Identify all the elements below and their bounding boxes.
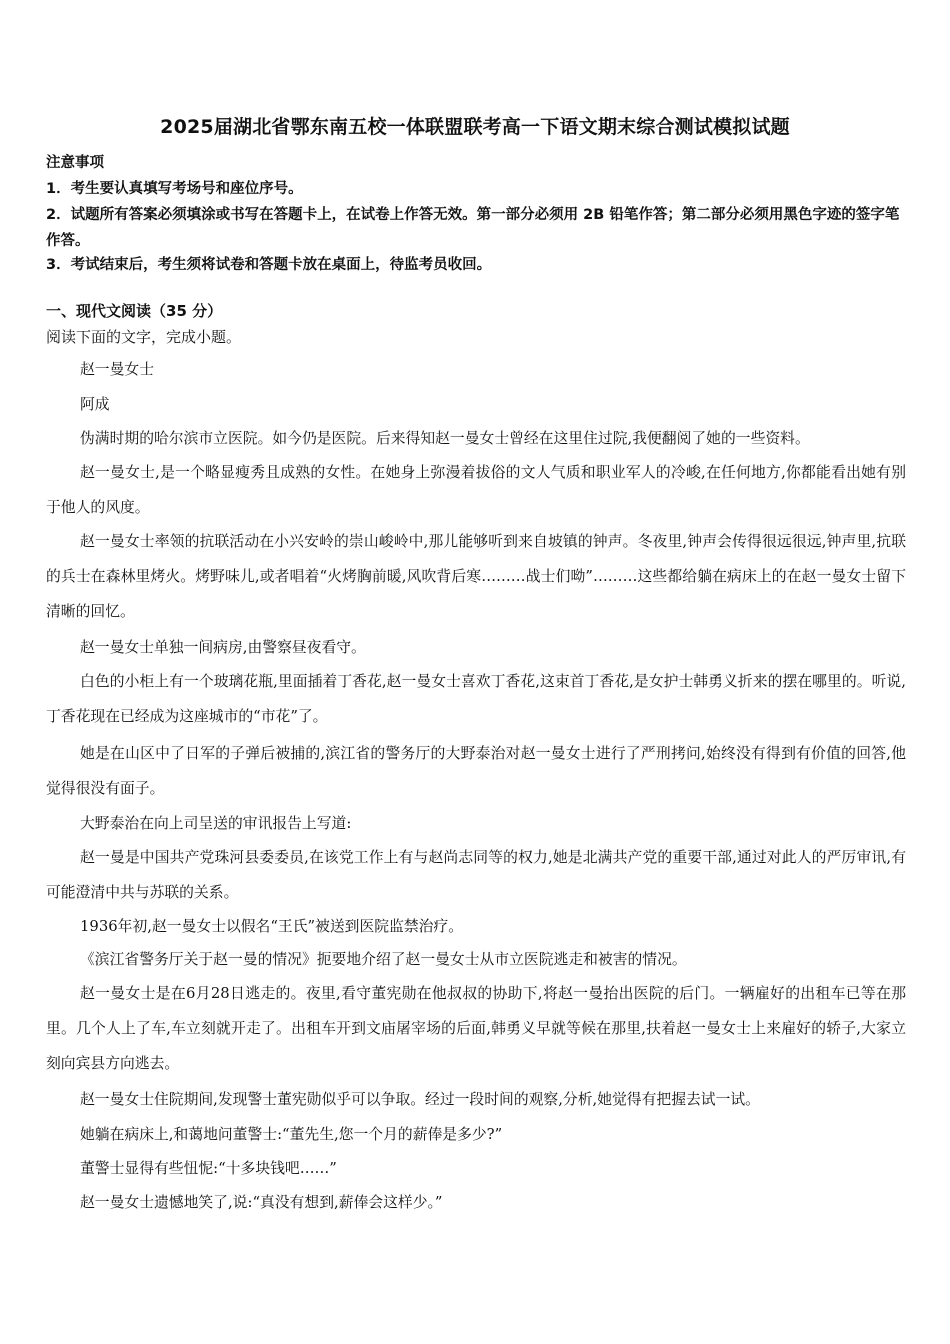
- page-title: 2025届湖北省鄂东南五校一体联盟联考高一下语文期末综合测试模拟试题: [160, 116, 790, 138]
- article-paragraph: 赵一曼女士单独一间病房,由警察昼夜看守。: [80, 639, 366, 656]
- notice-heading: 注意事项: [46, 155, 104, 171]
- article-paragraph: 白色的小柜上有一个玻璃花瓶,里面插着丁香花,赵一曼女士喜欢丁香花,这束首丁香花,是女护士韩勇义折来的摆在哪里的。听说,丁香花现在已经成为这座城市的“市花”了。: [46, 673, 906, 725]
- article-paragraph: 大野泰治在向上司呈送的审讯报告上写道:: [80, 815, 352, 832]
- notice-item-1: 1．考生要认真填写考场号和座位序号。: [46, 181, 303, 197]
- article-paragraph: 1936年初,赵一曼女士以假名“王氏”被送到医院监禁治疗。: [80, 918, 464, 935]
- notice-item-2: 2．试题所有答案必须填涂或书写在答题卡上，在试卷上作答无效。第一部分必须用 2B 铅笔作答；第二部分必须用黑色字迹的签字笔作答。: [46, 207, 900, 249]
- article-paragraph: 《滨江省警务厅关于赵一曼的情况》扼要地介绍了赵一曼女士从市立医院逃走和被害的情况。: [80, 951, 687, 968]
- notice-item-3: 3．考试结束后，考生须将试卷和答题卡放在桌面上，待监考员收回。: [46, 257, 492, 273]
- article-paragraph: 赵一曼女士,是一个略显瘦秀且成熟的女性。在她身上弥漫着拔俗的文人气质和职业军人的冷峻,在任何地方,你都能看出她有别于他人的风度。: [46, 464, 906, 516]
- article-title: 赵一曼女士: [80, 361, 154, 378]
- section-heading: 一、现代文阅读（35 分）: [46, 302, 223, 320]
- article-paragraph: 她是在山区中了日军的子弹后被捕的,滨江省的警务厅的大野泰治对赵一曼女士进行了严刑拷问,始终没有得到有价值的回答,他觉得很没有面子。: [46, 745, 906, 797]
- article-paragraph: 赵一曼女士是在6月28日逃走的。夜里,看守董宪勋在他叔叔的协助下,将赵一曼抬出医院的后门。一辆雇好的出租车已等在那里。几个人上了车,车立刻就开走了。出租车开到文庙屠宰场的后面,韩勇义早就等候在那里,扶着赵一曼女士上来雇好的轿子,大家立刻向宾县方向逃去。: [46, 985, 906, 1072]
- article-paragraph: 董警士显得有些忸怩:“十多块钱吧……”: [80, 1160, 337, 1177]
- article-paragraph: 赵一曼女士率领的抗联活动在小兴安岭的崇山峻岭中,那儿能够听到来自坡镇的钟声。冬夜里,钟声会传得很远很远,钟声里,抗联的兵士在森林里烤火。烤野味儿,或者唱着“火烤胸前暖,风吹背后寒………战士们呦”………这些都给躺在病床上的在赵一曼女士留下清晰的回忆。: [46, 533, 906, 620]
- section-instruction: 阅读下面的文字，完成小题。: [46, 328, 242, 346]
- article-paragraph: 赵一曼女士住院期间,发现警士董宪勋似乎可以争取。经过一段时间的观察,分析,她觉得有把握去试一试。: [80, 1091, 760, 1108]
- article-paragraph: 赵一曼女士遗憾地笑了,说:“真没有想到,薪俸会这样少。”: [80, 1194, 443, 1211]
- article-paragraph: 赵一曼是中国共产党珠河县委委员,在该党工作上有与赵尚志同等的权力,她是北满共产党的重要干部,通过对此人的严厉审讯,有可能澄清中共与苏联的关系。: [46, 849, 906, 901]
- article-paragraph: 伪满时期的哈尔滨市立医院。如今仍是医院。后来得知赵一曼女士曾经在这里住过院,我便翻阅了她的一些资料。: [80, 430, 810, 447]
- article-author: 阿成: [80, 396, 110, 413]
- article-paragraph: 她躺在病床上,和蔼地问董警士:“董先生,您一个月的薪俸是多少?”: [80, 1126, 503, 1143]
